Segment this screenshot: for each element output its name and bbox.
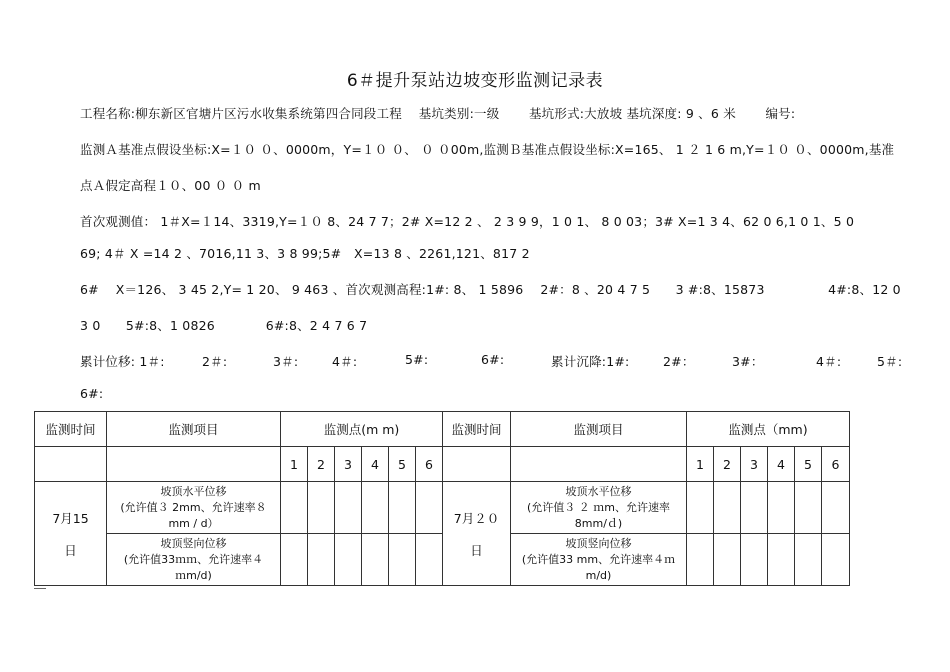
value-cell[interactable] [362, 482, 389, 534]
item-allowance-cont: mm / d） [168, 516, 219, 530]
monitoring-date-left [35, 482, 107, 586]
date-left-line1: 7月15 [52, 510, 89, 526]
header-time-right: 监测时间 [443, 412, 511, 447]
cumulative-displacement-label: 累计位移: 1＃: [80, 354, 165, 369]
monitoring-date-right [443, 482, 511, 586]
vertical-displacement-row [35, 534, 850, 586]
empty-cell [511, 447, 687, 482]
value-cell[interactable] [281, 482, 308, 534]
empty-cell [443, 447, 511, 482]
date-right-line2: 日 [470, 542, 483, 558]
cumulative-settlement-label: 累计沉降:1#: [551, 354, 630, 369]
value-cell[interactable] [687, 482, 714, 534]
value-cell[interactable] [714, 482, 741, 534]
item-allowance-cont: m/d) [585, 568, 612, 582]
point-number: 6 [416, 447, 443, 482]
empty-cell [35, 447, 107, 482]
item-title: 坡顶竖向位移 [565, 536, 632, 550]
header-points-left: 监测点(m m) [281, 412, 443, 447]
point-number: 2 [714, 447, 741, 482]
monitoring-item-vertical-right [511, 534, 687, 586]
value-cell[interactable] [795, 482, 822, 534]
item-allowance: (允许值33 mm、允许速率４ｍ [521, 552, 676, 566]
value-cell[interactable] [335, 534, 362, 586]
cumulative-displacement-point-4: 4＃: [332, 354, 358, 369]
first-elevation-line-cont: 3 0 5#:8、1 0826 6#:8、2 4 7 6 7 [80, 318, 368, 333]
value-cell[interactable] [281, 534, 308, 586]
value-cell[interactable] [741, 534, 768, 586]
value-cell[interactable] [768, 482, 795, 534]
value-cell[interactable] [308, 482, 335, 534]
cumulative-line [80, 352, 910, 370]
monitoring-record-table [34, 411, 850, 586]
cumulative-displacement-point-2: 2＃: [202, 354, 228, 369]
value-cell[interactable] [362, 534, 389, 586]
first-observation-line-cont: 69; 4＃ X =14 2 、7016,11 3、3 8 99;5# X=13 8 、2261,121、817 2 [80, 246, 530, 261]
date-right-line1: 7月２０ [453, 510, 500, 526]
header-time-left: 监测时间 [35, 412, 107, 447]
date-left-line2: 日 [64, 542, 77, 558]
point-number: 5 [795, 447, 822, 482]
cumulative-settlement-point-5: 5＃: [877, 354, 903, 369]
cumulative-settlement-point-4: 4＃: [816, 354, 842, 369]
page-title: 6＃提升泵站边坡变形监测记录表 [346, 71, 604, 91]
point-number: 3 [335, 447, 362, 482]
horizontal-displacement-row [35, 482, 850, 534]
value-cell[interactable] [416, 534, 443, 586]
first-elevation-line: 6# X＝126、 3 45 2,Y= 1 20、 9 463 、首次观测高程:1#: 8、 1 5896 2#：8 、20 4 7 5 3 #:8、15873 4#:8、12 0 [80, 282, 901, 297]
item-title: 坡顶水平位移 [565, 484, 632, 498]
value-cell[interactable] [741, 482, 768, 534]
empty-cell [107, 447, 281, 482]
table-header-row [35, 412, 850, 447]
point-number: 3 [741, 447, 768, 482]
monitoring-item-vertical-left [107, 534, 281, 586]
cumulative-settlement-point-2: 2#： [663, 354, 695, 369]
monitoring-item-horizontal-left [107, 482, 281, 534]
value-cell[interactable] [416, 482, 443, 534]
value-cell[interactable] [389, 534, 416, 586]
value-cell[interactable] [822, 534, 850, 586]
item-allowance-cont: ｍm/d) [175, 568, 212, 582]
cumulative-displacement-point-6: 6#: [481, 352, 505, 367]
value-cell[interactable] [308, 534, 335, 586]
value-cell[interactable] [714, 534, 741, 586]
value-cell[interactable] [687, 534, 714, 586]
benchmark-coordinates-line: 监测Ａ基准点假设坐标:X=１０ ０、0000m，Y=１０ ０、 ０ ０00m,监测Ｂ基准点假设坐标:X=165、 1 ２ 1 6 m,Y=１０ ０、0000m,基准 [80, 142, 895, 157]
monitoring-item-horizontal-right [511, 482, 687, 534]
value-cell[interactable] [795, 534, 822, 586]
header-points-right: 监测点（mm) [687, 412, 850, 447]
point-number: 5 [389, 447, 416, 482]
point-number: 2 [308, 447, 335, 482]
table-edge-mark [34, 588, 46, 589]
item-title: 坡顶竖向位移 [160, 536, 227, 550]
point-number-row [35, 447, 850, 482]
cumulative-displacement-point-5: 5#: [405, 352, 429, 367]
item-allowance-cont: 8mm/ｄ) [574, 516, 623, 530]
value-cell[interactable] [389, 482, 416, 534]
cumulative-settlement-point-6: 6#: [80, 386, 104, 401]
benchmark-elevation-line: 点Ａ假定高程１０、00 ０ ０ m [80, 178, 261, 193]
point-number: 1 [281, 447, 308, 482]
project-info-line: 工程名称:柳东新区官塘片区污水收集系统第四合同段工程 基坑类别:一级 基坑形式:大放坡 基坑深度: 9 、6 米 编号: [80, 106, 796, 121]
point-number: 4 [768, 447, 795, 482]
point-number: 1 [687, 447, 714, 482]
item-allowance: (允许值３ 2mm、允许速率８ [120, 500, 267, 514]
value-cell[interactable] [822, 482, 850, 534]
point-number: 4 [362, 447, 389, 482]
header-item-right: 监测项目 [511, 412, 687, 447]
header-item-left: 监测项目 [107, 412, 281, 447]
cumulative-displacement-point-3: 3＃: [273, 354, 299, 369]
cumulative-settlement-point-3: 3#： [732, 354, 764, 369]
first-observation-line: 首次观测值： 1＃X=１14、3319,Y=１０ 8、24 7 7；2# X=12 2 、 2 3 9 9，1 0 1、 8 0 03；3# X=1 3 4、62 0 6,1 0 1、5 0 [80, 214, 855, 229]
item-allowance: (允许值33ｍｍ、允许速率４ [123, 552, 264, 566]
value-cell[interactable] [335, 482, 362, 534]
item-title: 坡顶水平位移 [160, 484, 227, 498]
point-number: 6 [822, 447, 850, 482]
value-cell[interactable] [768, 534, 795, 586]
item-allowance: (允许值３ ２ ｍm、允许速率 [527, 500, 670, 514]
